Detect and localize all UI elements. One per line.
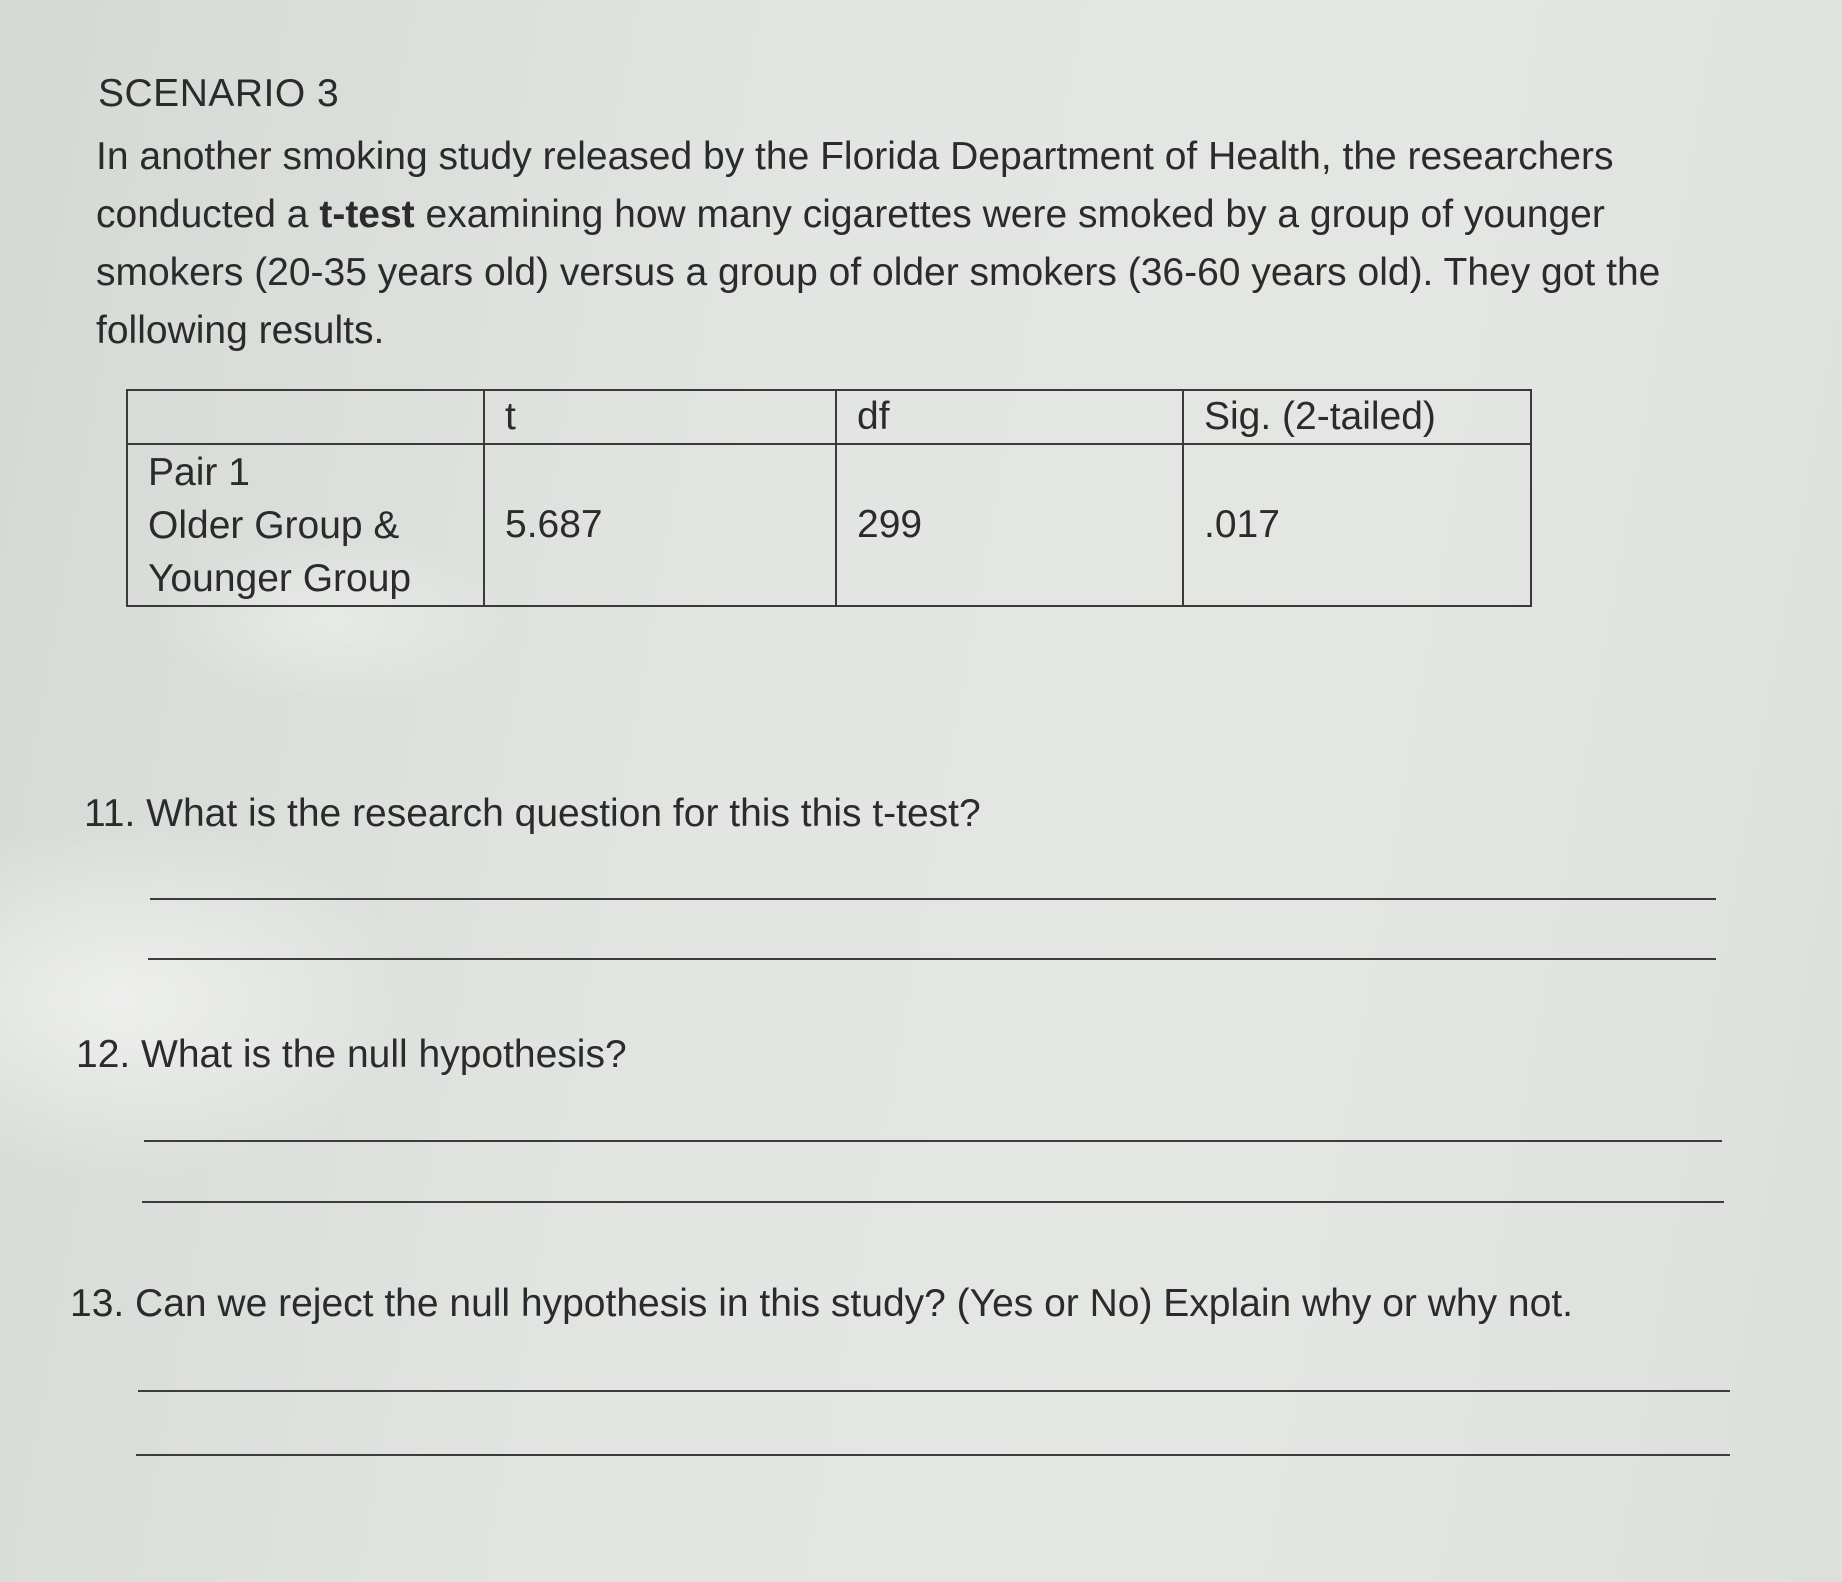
header-cell-df: df: [836, 390, 1183, 444]
table-header-row: [127, 390, 1531, 444]
answer-line[interactable]: [148, 958, 1716, 960]
pair-label-line: Pair 1: [148, 450, 250, 494]
scenario-description: [96, 128, 1736, 360]
question-13: 13. Can we reject the null hypothesis in this study? (Yes or No) Explain why or why not.: [70, 1282, 1573, 1325]
t-test-results-table: [126, 389, 1532, 607]
answer-line[interactable]: [144, 1140, 1722, 1142]
table-row: [127, 444, 1531, 606]
sig-value-cell: .017: [1183, 444, 1531, 606]
answer-line[interactable]: [142, 1201, 1724, 1203]
answer-line[interactable]: [150, 898, 1716, 900]
scenario-title: SCENARIO 3: [98, 72, 340, 115]
header-cell-sig: Sig. (2-tailed): [1183, 390, 1531, 444]
df-value-cell: 299: [836, 444, 1183, 606]
header-cell-empty: [127, 390, 484, 444]
pair-label-line: Younger Group: [148, 556, 412, 600]
pair-label-cell: [127, 444, 484, 606]
header-cell-t: t: [484, 390, 836, 444]
intro-text-start: In another smoking study released by the Florida Department of Health, the researchers conducted a: [96, 135, 1614, 236]
question-11: 11. What is the research question for this this t-test?: [84, 792, 981, 835]
intro-bold-term: t-test: [319, 193, 415, 236]
answer-line[interactable]: [138, 1390, 1730, 1392]
intro-text-end: examining how many cigarettes were smoked by a group of younger smokers (20-35 years old) versus a group of older smokers (36-60 years old). They got the following results.: [96, 193, 1661, 352]
pair-label-line: Older Group &: [148, 503, 400, 547]
question-12: 12. What is the null hypothesis?: [76, 1033, 627, 1076]
t-value-cell: 5.687: [484, 444, 836, 606]
answer-line[interactable]: [136, 1454, 1730, 1456]
